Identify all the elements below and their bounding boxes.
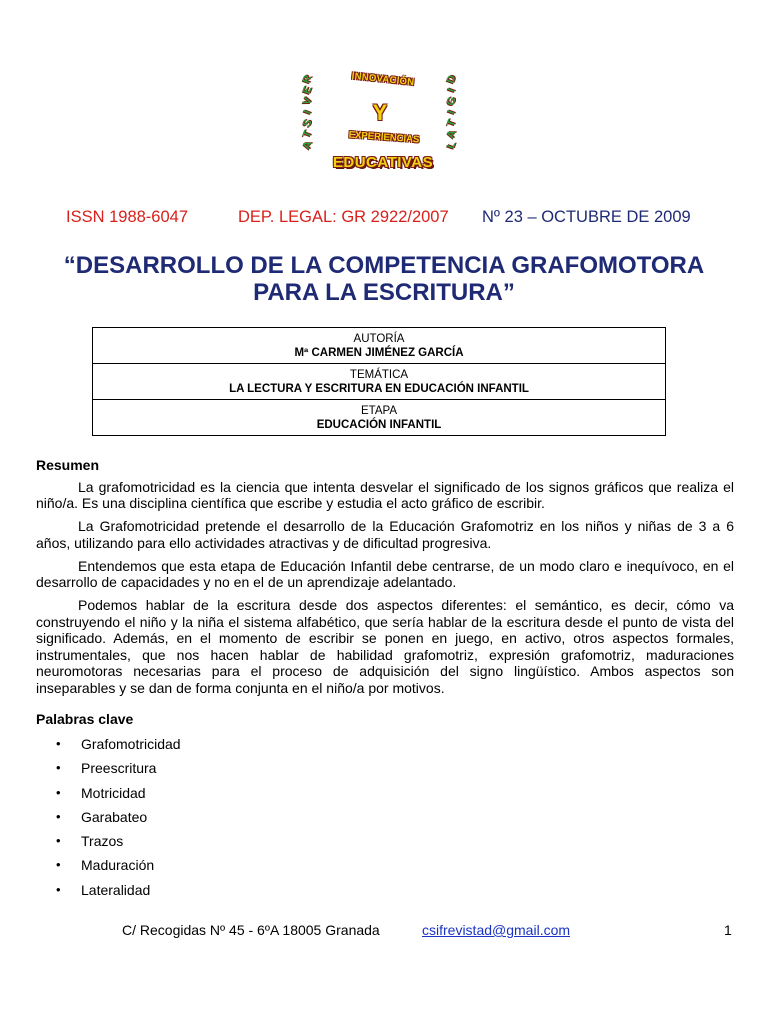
logo-left-letter: R [300, 73, 315, 86]
keyword: Maduración [81, 857, 155, 874]
title-line-1: “DESARROLLO DE LA COMPETENCIA GRAFOMOTORA [63, 252, 705, 279]
info-row-author [93, 328, 665, 364]
list-item [56, 783, 181, 807]
logo-left-vertical [296, 73, 320, 152]
logo-y: Y [372, 100, 388, 125]
logo-right-vertical [440, 73, 464, 151]
logo-left-letter: S [300, 117, 315, 129]
logo-left-letter: T [300, 129, 315, 140]
journal-logo [290, 70, 470, 178]
bullet-icon: • [56, 808, 61, 824]
bullet-icon: • [56, 857, 61, 873]
abstract-paragraph: La Grafomotricidad pretende el desarrollo de la Educación Grafomotriz en los niños y niñas de 3 a 6 años, utilizando para ello actividades atractivas y de dificultad progresiva. [36, 518, 734, 551]
footer-email-link[interactable]: csifrevistad@gmail.com [422, 922, 571, 938]
abstract-paragraph: Entendemos que esta etapa de Educación Infantil debe centrarse, de un modo claro e inequívoco, en el desarrollo de capacidades y no en el de un aprendizaje adelantado. [36, 557, 734, 590]
logo-right-letter: L [444, 140, 459, 151]
abstract-heading: Resumen [36, 457, 100, 473]
info-row-topic [93, 364, 665, 400]
abstract-section [36, 457, 734, 703]
list-item [56, 734, 181, 758]
issn: ISSN 1988-6047 [66, 208, 189, 226]
info-label: ETAPA [361, 405, 397, 417]
issue-number: Nº 23 – OCTUBRE DE 2009 [482, 208, 691, 226]
logo-right-letter: G [444, 95, 459, 108]
info-value: LA LECTURA Y ESCRITURA EN EDUCACIÓN INFANTIL [229, 383, 529, 395]
title-line-2: PARA LA ESCRITURA” [253, 279, 515, 306]
list-item [56, 880, 181, 904]
logo-left-letter: A [300, 139, 315, 152]
logo-left-letter: I [301, 108, 314, 116]
list-item [56, 855, 181, 879]
logo-left-letter: E [300, 84, 315, 96]
info-value: Mª CARMEN JIMÉNEZ GARCÍA [294, 347, 464, 359]
logo-right-letter: T [444, 118, 459, 129]
info-row-stage [93, 400, 665, 435]
bullet-icon: • [56, 736, 61, 751]
keywords-heading: Palabras clave [36, 711, 134, 727]
keyword: Motricidad [81, 784, 146, 801]
abstract-paragraph: La grafomotricidad es la ciencia que intenta desvelar el significado de los signos gráficos que realiza el niño/a. Es una disciplina científica que escribe y estudia el acto gráfico de escribir. [36, 478, 734, 511]
info-label: AUTORÍA [353, 333, 405, 345]
abstract-paragraph: Podemos hablar de la escritura desde dos aspectos diferentes: el semántico, es decir, cómo va construyendo el niño y la niña el sistema alfabético, que sería hablar de la escritura desde el punto de vista del significado. Además, en el momento de escribir se ponen en juego, en activo, otros aspectos formales, instrumentales, que nos hacen hablar de habilidad grafomotriz, expresión grafomotriz, maduraciones neuromotoras necesarias para el proceso de adquisición del signo lingüístico. Ambos aspectos son inseparables y se dan de forma conjunta en el niño/a por motivos. [36, 597, 734, 696]
logo-experiencias: EXPERIENCIAS [348, 129, 420, 146]
logo-right-letter: A [444, 128, 459, 141]
bullet-icon: • [56, 881, 61, 897]
logo-right-letter: I [445, 108, 458, 116]
bullet-icon: • [56, 784, 61, 800]
logo-right-letter: D [444, 73, 459, 86]
logo-left-letter: V [300, 95, 315, 107]
article-info-table [92, 327, 666, 436]
article-title [20, 252, 748, 306]
footer-address: C/ Recogidas Nº 45 - 6ºA 18005 Granada [122, 922, 380, 938]
dep-legal: DEP. LEGAL: GR 2922/2007 [238, 208, 449, 226]
logo-innovacion: INNOVACIÓN [351, 70, 415, 89]
page-number: 1 [724, 922, 732, 938]
list-item [56, 807, 181, 831]
keyword: Grafomotricidad [81, 736, 181, 752]
info-label: TEMÁTICA [349, 369, 409, 381]
list-item [56, 831, 181, 855]
keyword: Preescritura [81, 760, 157, 777]
info-value: EDUCACIÓN INFANTIL [316, 419, 442, 431]
keywords-list [56, 734, 181, 904]
bullet-icon: • [56, 760, 61, 776]
keyword: Garabateo [81, 808, 148, 825]
logo-educativas: EDUCATIVAS [332, 154, 434, 171]
bullet-icon: • [56, 833, 61, 849]
keyword: Trazos [81, 833, 124, 850]
list-item [56, 758, 181, 782]
keyword: Lateralidad [81, 881, 151, 898]
logo-right-letter: I [445, 86, 458, 94]
